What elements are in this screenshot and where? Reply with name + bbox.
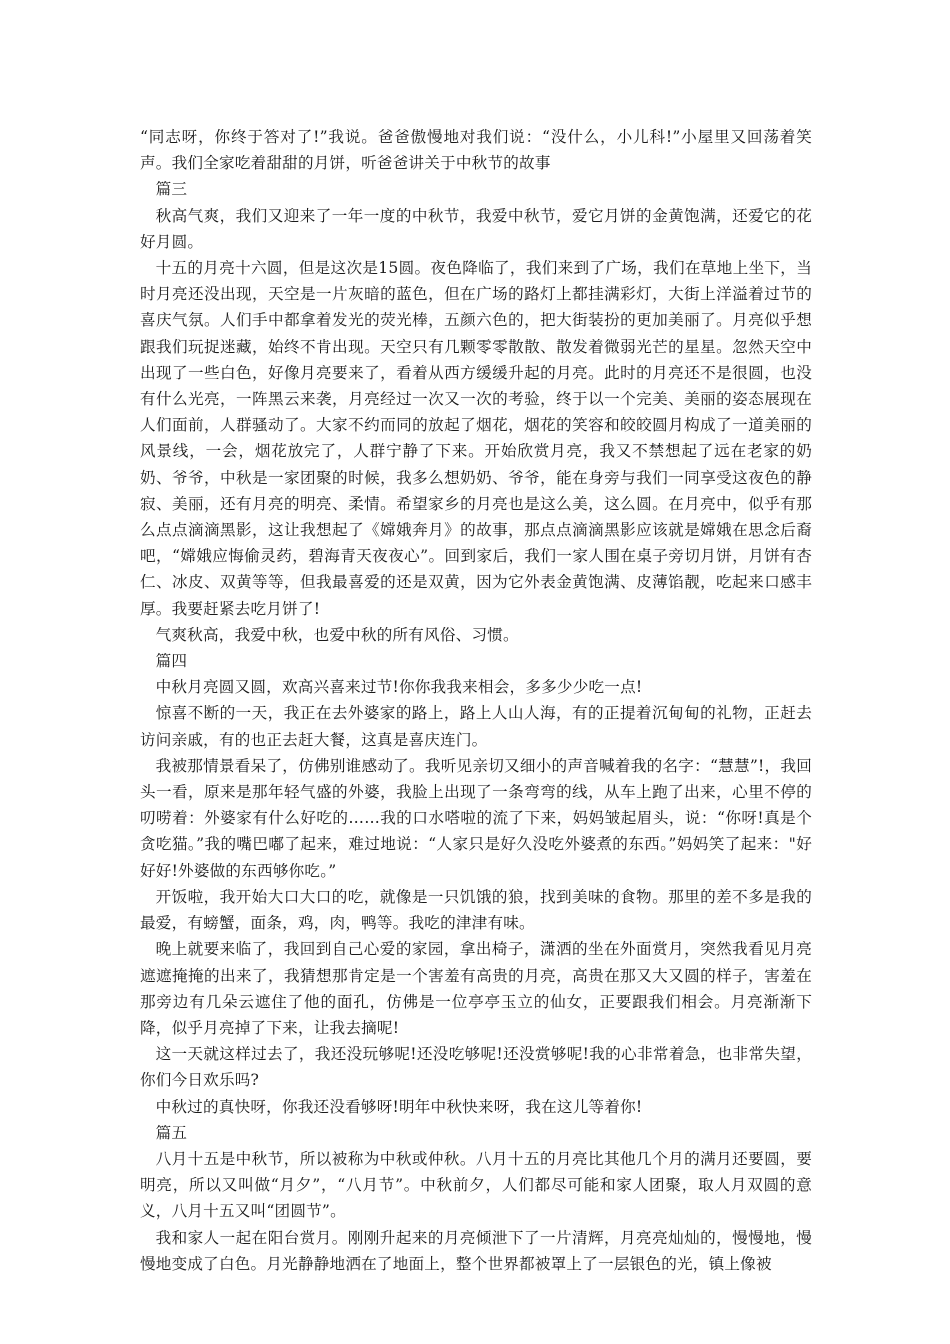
paragraph: 十五的月亮十六圆，但是这次是15圆。夜色降临了，我们来到了广场，我们在草地上坐下，当时月亮还没出现，天空是一片灰暗的蓝色，但在广场的路灯上都挂满彩灯，大街上洋溢着过节的喜庆气氛。人们手中都拿着发光的荧光棒，五颜六色的，把大街装扮的更加美丽了。月亮似乎想跟我们玩捉迷藏，始终不肯出现。天空只有几颗零零散散、散发着微弱光芒的星星。忽然天空中出现了一些白色，好像月亮要来了，看着从西方缓缓升起的月亮。此时的月亮还不是很圆，也没有什么光亮，一阵黑云来袭，月亮经过一次又一次的考验，终于以一个完美、美丽的姿态展现在人们面前，人群骚动了。大家不约而同的放起了烟花，烟花的笑容和皎皎圆月构成了一道美丽的风景线，一会，烟花放完了，人群宁静了下来。开始欣赏月亮，我又不禁想起了远在老家的奶奶、爷爷，中秋是一家团聚的时候，我多么想奶奶、爷爷，能在身旁与我们一同享受这夜色的静寂、美丽，还有月亮的明亮、柔情。希望家乡的月亮也是这么美，这么圆。在月亮中，似乎有那么点点滴滴黑影，这让我想起了《嫦娥奔月》的故事，那点点滴滴黑影应该就是嫦娥在思念后裔吧，“嫦娥应悔偷灵药，碧海青天夜夜心”。回到家后，我们一家人围在桌子旁切月饼，月饼有杏仁、冰皮、双黄等等，但我最喜爱的还是双黄，因为它外表金黄饱满、皮薄馅靓，吃起来口感丰厚。我要赶紧去吃月饼了! — [140, 259, 812, 618]
paragraph: 开饭啦，我开始大口大口的吃，就像是一只饥饿的狼，找到美味的食物。那里的差不多是我的最爱，有螃蟹，面条，鸡，肉，鸭等。我吃的津津有味。 — [140, 887, 812, 933]
paragraph: 我和家人一起在阳台赏月。刚刚升起来的月亮倾泄下了一片清辉，月亮亮灿灿的，慢慢地，慢慢地变成了白色。月光静静地洒在了地面上，整个世界都被罩上了一层银色的光，镇上像被 — [140, 1228, 812, 1273]
paragraph: 这一天就这样过去了，我还没玩够呢!还没吃够呢!还没赏够呢!我的心非常着急，也非常失望，你们今日欢乐吗? — [140, 1045, 812, 1090]
paragraph: 惊喜不断的一天，我正在去外婆家的路上，路上人山人海，有的正提着沉甸甸的礼物，正赶去访问亲戚，有的也正去赶大餐，这真是喜庆连门。 — [140, 704, 812, 749]
document-page — [140, 124, 812, 1277]
paragraph: 气爽秋高，我爱中秋，也爱中秋的所有风俗、习惯。 — [155, 625, 519, 644]
paragraph: 中秋月亮圆又圆，欢高兴喜来过节!你你我我来相会，多多少少吃一点! — [155, 678, 643, 697]
section-heading-5: 篇五 — [155, 1123, 188, 1142]
paragraph: 八月十五是中秋节，所以被称为中秋或仲秋。八月十五的月亮比其他几个月的满月还要圆，要明亮，所以又叫做“月夕”，“八月节”。中秋前夕，人们都尽可能和家人团聚，取人月双圆的意义，八月十五又叫“团圆节”。 — [140, 1149, 812, 1221]
section-heading-4: 篇四 — [155, 652, 188, 671]
paragraph: 秋高气爽，我们又迎来了一年一度的中秋节，我爱中秋节，爱它月饼的金黄饱满，还爱它的花好月圆。 — [140, 206, 812, 251]
paragraph: 我被那情景看呆了，仿佛别谁感动了。我听见亲切又细小的声音喊着我的名字：“慧慧”!，我回头一看，原来是那年轻气盛的外婆，我脸上出现了一条弯弯的线，从车上跑了出来，心里不停的叨唠着：外婆家有什么好吃的……我的口水嗒啦的流了下来，妈妈皱起眉头，说：“你呀!真是个贪吃猫。”我的嘴巴嘟了起来，难过地说：“人家只是好久没吃外婆煮的东西。”妈妈笑了起来："好好好!外婆做的东西够你吃。” — [140, 756, 812, 880]
paragraph: 晚上就要来临了，我回到自己心爱的家园，拿出椅子，潇洒的坐在外面赏月，突然我看见月亮遮遮掩掩的出来了，我猜想那肯定是一个害羞有高贵的月亮，高贵在那又大又圆的样子，害羞在那旁边有几朵云遮住了他的面孔，仿佛是一位亭亭玉立的仙女，正要跟我们相会。月亮渐渐下降，似乎月亮掉了下来，让我去摘呢! — [140, 940, 812, 1037]
section-heading-3: 篇三 — [155, 180, 188, 199]
paragraph-opening: “同志呀，你终于答对了!”我说。爸爸傲慢地对我们说：“没什么，小儿科!”小屋里又回荡着笑声。我们全家吃着甜甜的月饼，听爸爸讲关于中秋节的故事 — [140, 128, 812, 173]
paragraph: 中秋过的真快呀，你我还没看够呀!明年中秋快来呀，我在这儿等着你! — [155, 1097, 643, 1116]
